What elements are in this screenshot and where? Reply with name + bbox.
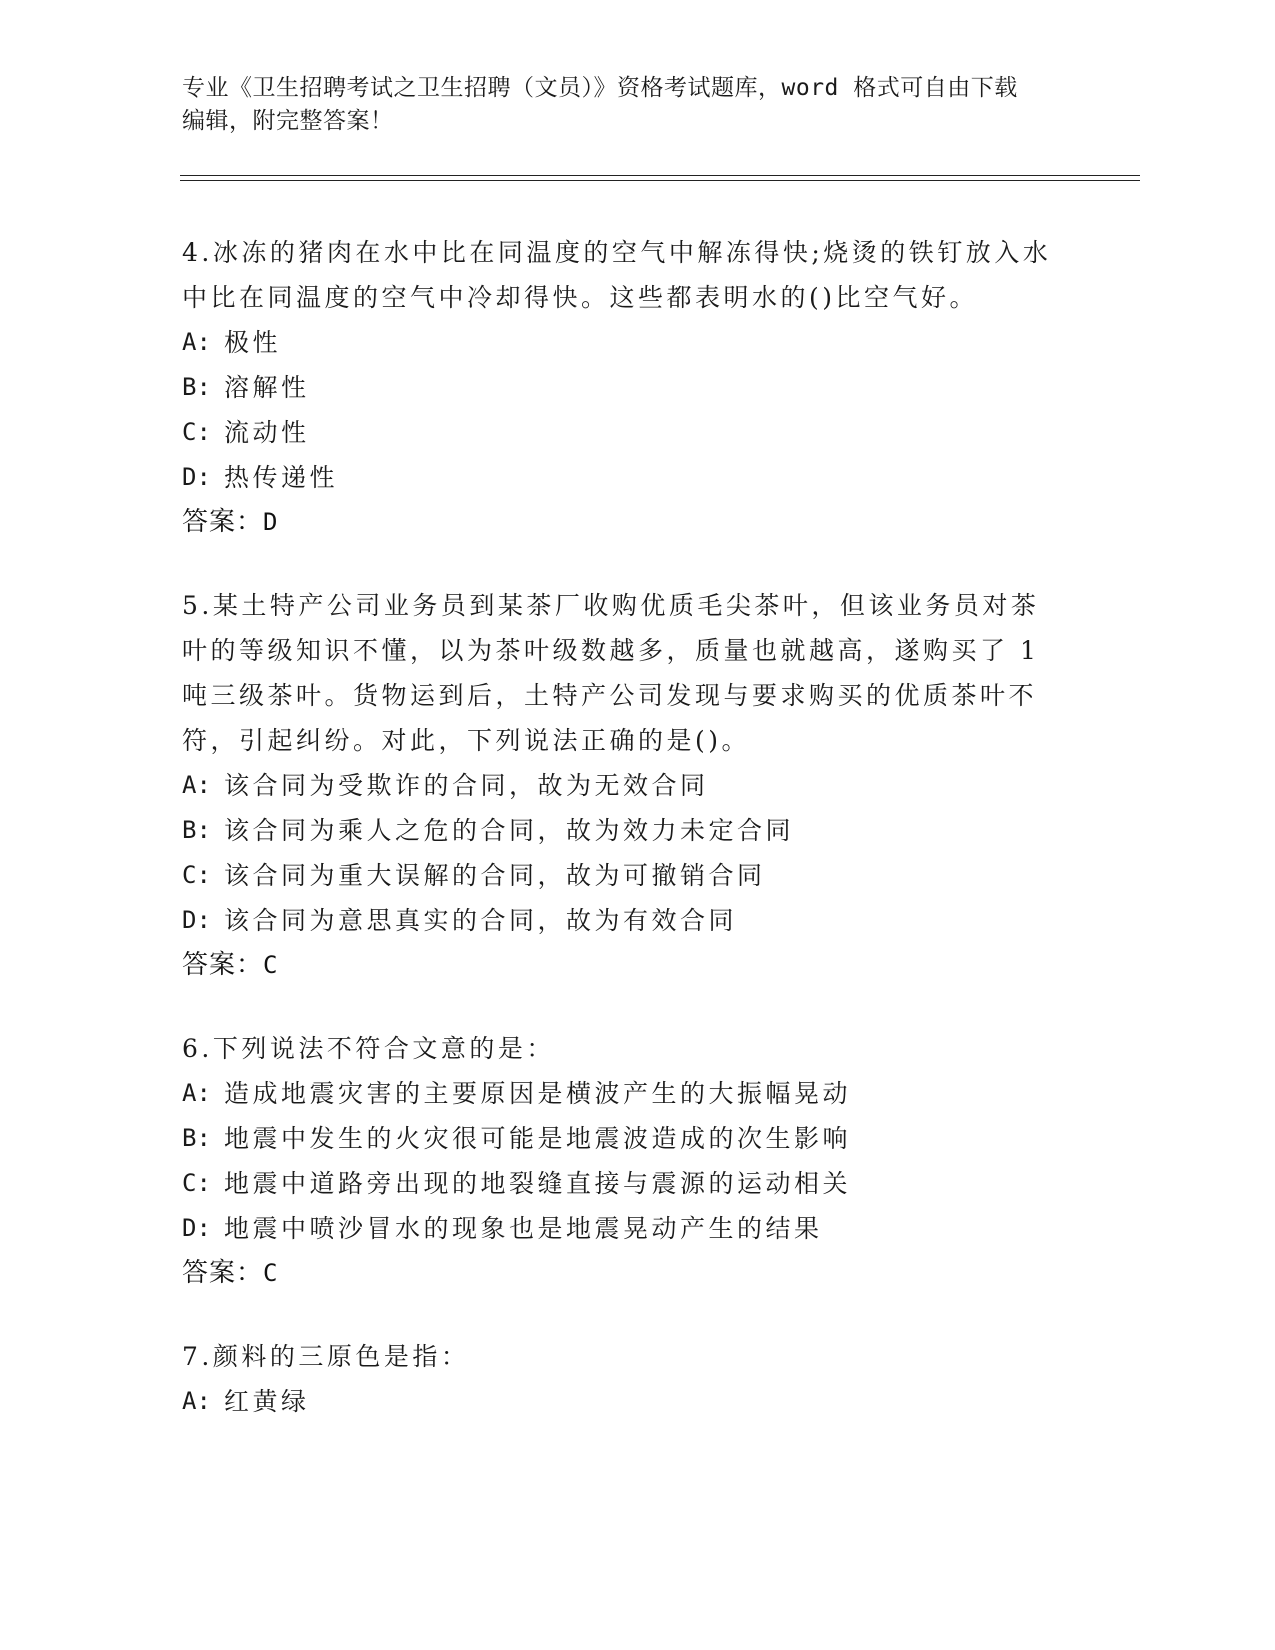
answer-line (182, 500, 1062, 545)
option-a (182, 320, 1062, 365)
question-6 (182, 1026, 1062, 1296)
option-text: 该合同为受欺诈的合同，故为无效合同 (224, 771, 709, 800)
option-key: A: (182, 1387, 211, 1415)
option-text: 红黄绿 (224, 1387, 310, 1416)
option-key: B: (182, 816, 211, 844)
question-text: 6.下列说法不符合文意的是： (182, 1034, 555, 1063)
option-key: D: (182, 1214, 211, 1242)
option-text: 地震中发生的火灾很可能是地震波造成的次生影响 (224, 1124, 852, 1153)
question-list (182, 230, 1062, 1462)
option-key: B: (182, 373, 211, 401)
option-a (182, 1379, 1062, 1424)
option-d (182, 455, 1062, 500)
answer-label: 答案： (182, 507, 264, 537)
option-c (182, 410, 1062, 455)
option-d (182, 898, 1062, 943)
option-text: 流动性 (224, 418, 310, 447)
option-b (182, 808, 1062, 853)
option-text: 溶解性 (224, 373, 310, 402)
question-5 (182, 583, 1062, 988)
question-7 (182, 1334, 1062, 1424)
option-text: 该合同为重大误解的合同，故为可撤销合同 (224, 861, 766, 890)
header-divider-top (180, 175, 1140, 176)
header-divider-bottom (180, 180, 1140, 181)
option-b (182, 1116, 1062, 1161)
answer-line (182, 1251, 1062, 1296)
option-key: A: (182, 771, 211, 799)
answer-label: 答案： (182, 1258, 264, 1288)
option-a (182, 763, 1062, 808)
question-4 (182, 230, 1062, 545)
option-key: C: (182, 1169, 211, 1197)
option-text: 极性 (224, 328, 282, 357)
option-key: D: (182, 463, 211, 491)
question-text: 4.冰冻的猪肉在水中比在同温度的空气中解冻得快;烧烫的铁钉放入水中比在同温度的空气中冷却得快。这些都表明水的()比空气好。 (182, 238, 1052, 312)
question-text: 7.颜料的三原色是指： (182, 1342, 470, 1371)
answer-line (182, 943, 1062, 988)
option-key: C: (182, 861, 211, 889)
option-text: 造成地震灾害的主要原因是横波产生的大振幅晃动 (224, 1079, 852, 1108)
option-text: 该合同为意思真实的合同，故为有效合同 (224, 906, 738, 935)
answer-label: 答案： (182, 950, 264, 980)
answer-value: C (263, 951, 279, 979)
option-c (182, 853, 1062, 898)
option-b (182, 365, 1062, 410)
option-a (182, 1071, 1062, 1116)
answer-value: D (263, 508, 279, 536)
option-text: 地震中喷沙冒水的现象也是地震晃动产生的结果 (224, 1214, 823, 1243)
option-key: A: (182, 328, 211, 356)
header-line-2: 编辑，附完整答案！ (182, 108, 394, 134)
option-text: 该合同为乘人之危的合同，故为效力未定合同 (224, 816, 795, 845)
option-text: 热传递性 (224, 463, 339, 492)
option-key: C: (182, 418, 211, 446)
option-key: D: (182, 906, 211, 934)
header-line-1: 专业《卫生招聘考试之卫生招聘（文员）》资格考试题库，word 格式可自由下载 (182, 75, 1018, 101)
option-c (182, 1161, 1062, 1206)
option-key: A: (182, 1079, 211, 1107)
answer-value: C (263, 1259, 279, 1287)
option-key: B: (182, 1124, 211, 1152)
option-d (182, 1206, 1062, 1251)
question-text: 5.某土特产公司业务员到某茶厂收购优质毛尖茶叶，但该业务员对茶叶的等级知识不懂，以为茶叶级数越多，质量也就越高，遂购买了 1 吨三级茶叶。货物运到后，土特产公司发现与要求购买的优质茶叶不符，引起纠纷。对此，下列说法正确的是()。 (182, 591, 1040, 755)
document-header (182, 72, 1062, 138)
option-text: 地震中道路旁出现的地裂缝直接与震源的运动相关 (224, 1169, 852, 1198)
